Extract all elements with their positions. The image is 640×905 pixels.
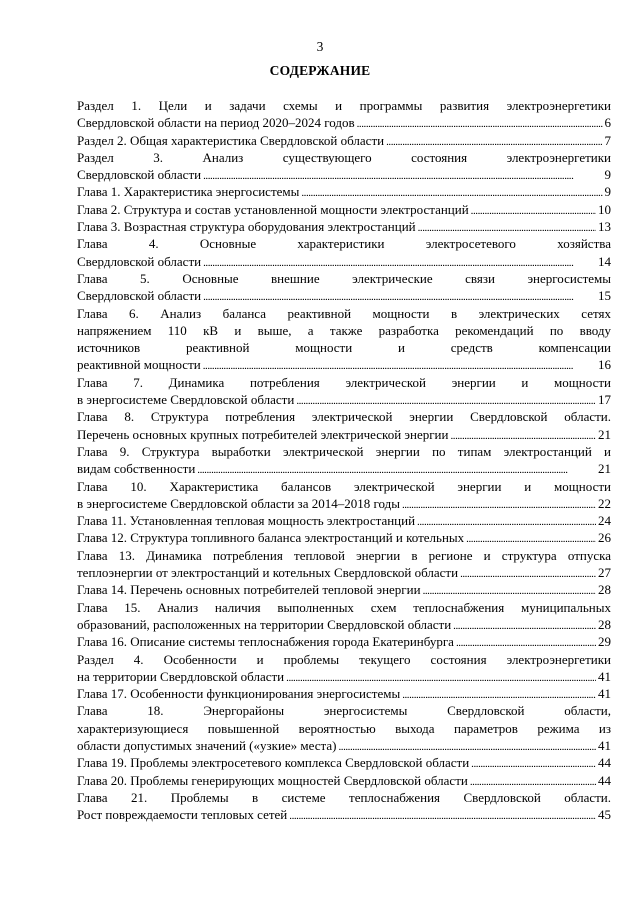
toc-entry[interactable] — [77, 374, 611, 409]
toc-entry-line: Глава 18. Энергорайоны энергосистемы Свердловской области, — [77, 703, 611, 719]
toc-page-number: 27 — [598, 565, 611, 581]
toc-entry-last-line — [77, 183, 611, 200]
toc-entry-last-line — [77, 581, 611, 598]
toc-entry[interactable] — [77, 789, 611, 824]
toc-entry-line: Глава 13. Динамика потребления тепловой энергии в регионе и структура отпуска — [77, 547, 611, 563]
toc-entry-last-line — [77, 426, 611, 443]
toc-entry[interactable] — [77, 132, 611, 149]
toc-entry-last-line — [77, 616, 611, 633]
toc-entry[interactable] — [77, 581, 611, 598]
toc-entry[interactable] — [77, 305, 611, 374]
toc-page-number: 28 — [598, 616, 611, 632]
toc-entry-last-line — [77, 668, 611, 685]
toc-entry-line: Раздел 4. Особенности и проблемы текущего состояния электроэнергетики — [77, 651, 611, 667]
toc-entry[interactable] — [77, 408, 611, 443]
toc-page-number: 29 — [598, 634, 611, 650]
toc-page-number: 6 — [604, 115, 611, 131]
toc-entry-last-line — [77, 772, 611, 789]
toc-entry[interactable] — [77, 529, 611, 546]
toc-entry-text: Глава 3. Возрастная структура оборудования электростанций — [77, 219, 416, 235]
toc-entry-text: Свердловской области — [77, 253, 202, 269]
toc-entry[interactable] — [77, 270, 611, 305]
dot-leader — [460, 566, 596, 583]
toc-entry[interactable] — [77, 599, 611, 634]
toc-entry-text: Глава 14. Перечень основных потребителей тепловой энергии — [77, 582, 421, 598]
toc-entry-text: Свердловской области на период 2020–2024 годов — [77, 115, 355, 131]
toc-entry-last-line — [77, 218, 611, 235]
toc-page-number: 21 — [598, 426, 611, 442]
toc-entry[interactable] — [77, 512, 611, 529]
toc-entry-last-line — [77, 529, 611, 546]
toc-entry-last-line — [77, 132, 611, 149]
toc-entry-last-line — [77, 495, 611, 512]
toc-entry-text: Глава 1. Характеристика энергосистемы — [77, 184, 300, 200]
toc-entry[interactable] — [77, 201, 611, 218]
toc-entry-last-line — [77, 166, 611, 183]
toc-entry[interactable] — [77, 754, 611, 771]
dot-leader — [471, 756, 596, 773]
toc-entry-line: Глава 4. Основные характеристики электросетевого хозяйства — [77, 236, 611, 252]
toc-entry[interactable] — [77, 478, 611, 513]
toc-entry[interactable] — [77, 235, 611, 270]
dot-leader — [289, 808, 596, 825]
toc-entry-last-line — [77, 806, 611, 823]
toc-entry-line: напряжением 110 кВ и выше, а также разработка рекомендаций по вводу — [77, 322, 611, 338]
toc-entry-last-line — [77, 633, 611, 650]
toc-entry-text: Перечень основных крупных потребителей электрической энергии — [77, 426, 449, 442]
toc-entry-text: Глава 2. Структура и состав установленной мощности электростанций — [77, 201, 469, 217]
toc-entry-text: Свердловской области — [77, 167, 202, 183]
dot-leader — [402, 497, 596, 514]
toc-page-number: 44 — [598, 772, 611, 788]
toc-entry-line: Глава 8. Структура потребления электрической энергии Свердловской области. — [77, 409, 611, 425]
toc-entry-line: Глава 5. Основные внешние электрические связи энергосистемы — [77, 270, 611, 286]
toc-entry-text: области допустимых значений («узкие» места) — [77, 737, 337, 753]
toc-entry-text: на территории Свердловской области — [77, 668, 285, 684]
toc-page-number: 15 — [598, 288, 611, 304]
toc-entry-last-line — [77, 460, 611, 477]
table-of-contents — [77, 97, 611, 823]
toc-page-number: 44 — [598, 755, 611, 771]
toc-entry[interactable] — [77, 183, 611, 200]
toc-title: СОДЕРЖАНИЕ — [269, 63, 371, 78]
toc-page-number: 41 — [598, 686, 611, 702]
toc-entry-last-line — [77, 754, 611, 771]
toc-entry-line: Раздел 1. Цели и задачи схемы и программы развития электроэнергетики — [77, 98, 611, 113]
toc-entry-text: теплоэнергии от электростанций и котельных Свердловской области — [77, 565, 459, 581]
toc-entry-line: Глава 6. Анализ баланса реактивной мощности в электрических сетях — [77, 305, 611, 321]
toc-entry-line: источников реактивной мощности и средств компенсации — [77, 340, 611, 356]
toc-page-number: 24 — [598, 513, 611, 529]
toc-entry-text: Глава 11. Установленная тепловая мощность электростанций — [77, 513, 416, 529]
toc-page-number: 45 — [598, 807, 611, 823]
toc-entry-text: Рост повреждаемости тепловых сетей — [77, 807, 288, 823]
page-number: 3 — [316, 39, 324, 54]
toc-entry-last-line — [77, 287, 611, 304]
dot-leader — [357, 116, 603, 133]
toc-entry-last-line — [77, 391, 611, 408]
toc-page-number: 28 — [598, 582, 611, 598]
toc-entry-text: Глава 17. Особенности функционирования энергосистемы — [77, 686, 401, 702]
toc-entry[interactable] — [77, 218, 611, 235]
toc-entry-last-line — [77, 564, 611, 581]
toc-entry-text: Свердловской области — [77, 288, 202, 304]
toc-entry[interactable] — [77, 685, 611, 702]
toc-page-number: 17 — [598, 392, 611, 408]
dot-leader — [203, 289, 596, 306]
toc-entry-last-line — [77, 114, 611, 131]
dot-leader — [453, 618, 596, 635]
toc-entry-text: видам собственности — [77, 461, 196, 477]
toc-page-number: 16 — [598, 357, 611, 373]
toc-entry[interactable] — [77, 633, 611, 650]
toc-entry-line: Глава 21. Проблемы в системе теплоснабжения Свердловской области. — [77, 789, 611, 805]
toc-entry-text: Глава 12. Структура топливного баланса электростанций и котельных — [77, 530, 465, 546]
toc-entry[interactable] — [77, 651, 611, 686]
dot-leader — [197, 462, 596, 479]
toc-entry-text: Глава 20. Проблемы генерирующих мощностей Свердловской области — [77, 772, 468, 788]
toc-page-number: 41 — [598, 668, 611, 684]
toc-entry-line: характеризующиеся повышенной вероятностью выхода параметров режима из — [77, 720, 611, 736]
toc-page-number: 14 — [598, 253, 611, 269]
toc-entry[interactable] — [77, 772, 611, 789]
toc-entry-line: Глава 15. Анализ наличия выполненных схем теплоснабжения муниципальных — [77, 599, 611, 615]
toc-entry-last-line — [77, 356, 611, 373]
toc-entry-text: реактивной мощности — [77, 357, 201, 373]
toc-page-number: 41 — [598, 737, 611, 753]
toc-entry-text: Глава 19. Проблемы электросетевого комплекса Свердловской области — [77, 755, 470, 771]
toc-entry-last-line — [77, 512, 611, 529]
toc-entry-last-line — [77, 201, 611, 218]
toc-entry-last-line — [77, 685, 611, 702]
toc-entry[interactable] — [77, 702, 611, 754]
toc-entry[interactable] — [77, 97, 611, 132]
toc-page-number: 22 — [598, 495, 611, 511]
toc-entry[interactable] — [77, 443, 611, 478]
dot-leader — [471, 203, 596, 220]
toc-entry-line: Глава 9. Структура выработки электрической энергии по типам электростанций и — [77, 443, 611, 459]
toc-entry-text: в энергосистеме Свердловской области за 2014–2018 годы — [77, 495, 400, 511]
toc-entry-text: Глава 16. Описание системы теплоснабжения города Екатеринбурга — [77, 634, 454, 650]
dot-leader — [456, 635, 596, 652]
toc-page-number: 9 — [604, 184, 611, 200]
toc-entry[interactable] — [77, 547, 611, 582]
toc-entry-line: Раздел 3. Анализ существующего состояния электроэнергетики — [77, 149, 611, 165]
toc-page-number: 21 — [598, 461, 611, 477]
toc-page-number: 13 — [598, 219, 611, 235]
toc-entry-line: Глава 10. Характеристика балансов электрической энергии и мощности — [77, 478, 611, 494]
toc-entry-text: в энергосистеме Свердловской области — [77, 392, 295, 408]
toc-page-number: 7 — [604, 132, 611, 148]
toc-entry-last-line — [77, 253, 611, 270]
toc-entry-text: образований, расположенных на территории Свердловской области — [77, 616, 452, 632]
toc-entry-line: Глава 7. Динамика потребления электрической энергии и мощности — [77, 374, 611, 390]
toc-entry[interactable] — [77, 149, 611, 184]
toc-page-number: 26 — [598, 530, 611, 546]
toc-page-number: 9 — [604, 167, 611, 183]
toc-entry-last-line — [77, 737, 611, 754]
toc-page-number: 10 — [598, 201, 611, 217]
toc-entry-text: Раздел 2. Общая характеристика Свердловской области — [77, 132, 385, 148]
